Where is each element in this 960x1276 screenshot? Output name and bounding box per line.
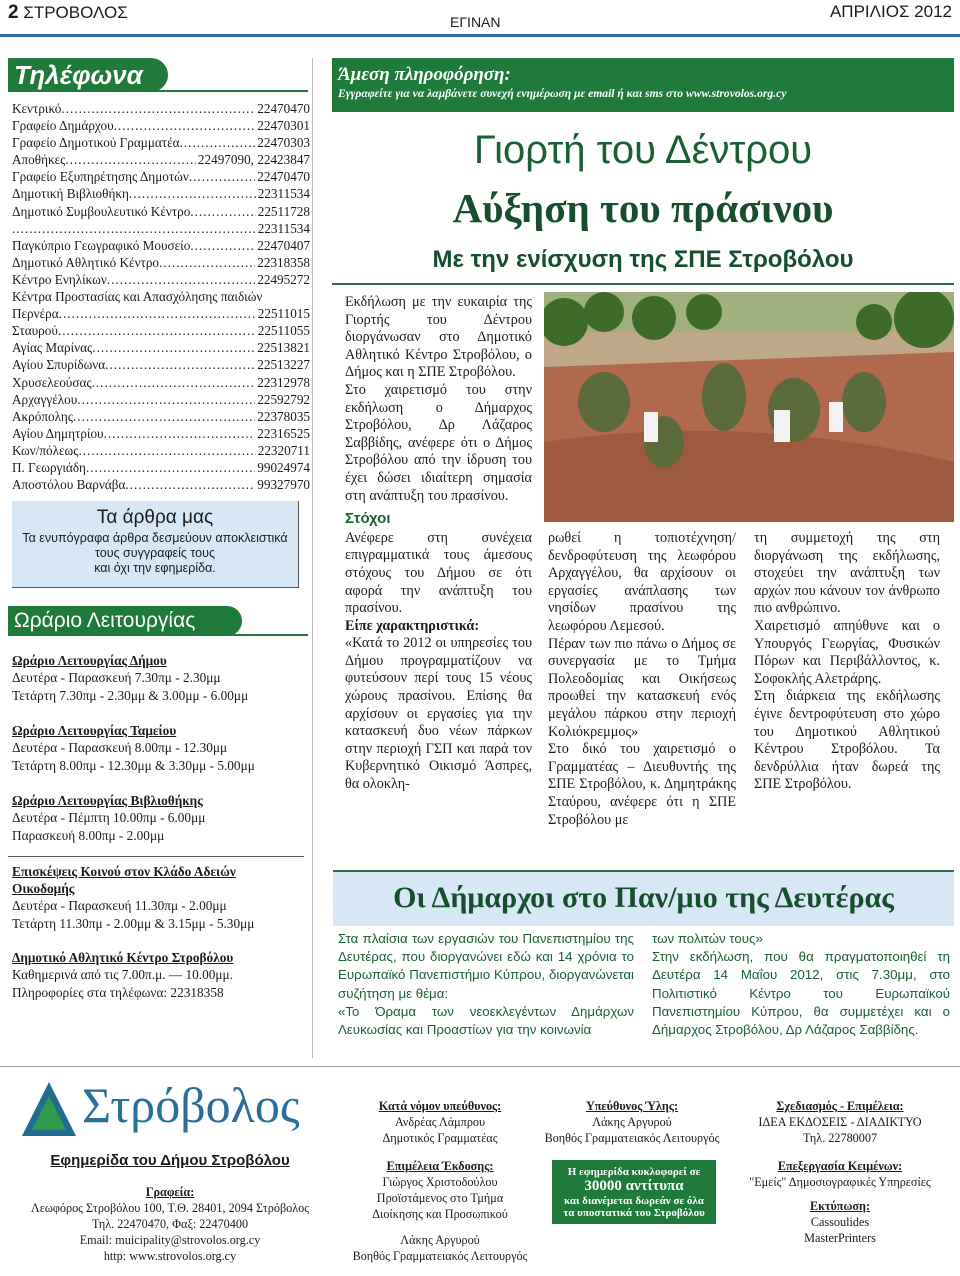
editing-line5: Βοηθός Γραμματειακός Λειτουργός	[352, 1249, 528, 1263]
texts-head: Επεξεργασία Κειμένων:	[777, 1159, 903, 1173]
legal-line1: Ανδρέας Λάμπρου	[394, 1115, 486, 1129]
leader-dots	[129, 185, 256, 202]
phone-label: Κεντρικό	[12, 101, 62, 116]
print-line1: Cassoulides	[810, 1215, 870, 1229]
articles-notice-line3: και όχι την εφημερίδα.	[94, 561, 216, 576]
hours-block-head: Ωράριο Λειτουργίας Δήμου	[12, 653, 167, 669]
phone-number: 22311534	[257, 220, 310, 236]
phone-number: 22470301	[257, 118, 310, 134]
section-name: ΣΤΡΟΒΟΛΟΣ	[23, 3, 128, 22]
hours-block-line1: Δευτέρα - Παρασκευή 7.30πμ - 2.30μμ	[12, 670, 221, 686]
phone-label: Αγίας Μαρίνας	[12, 340, 93, 356]
article-kicker: Γιορτή του Δέντρου	[473, 128, 813, 172]
phone-row	[12, 356, 310, 373]
sports-line1: Καθημερινά από τις 7.00π.μ. — 10.00μμ.	[12, 967, 233, 983]
texts-line1: "Εμείς" Δημοσιογραφικές Υπηρεσίες	[749, 1175, 931, 1189]
phone-number: 99327970	[257, 477, 310, 493]
phone-row	[12, 459, 310, 476]
phone-number: 22592792	[257, 391, 310, 407]
articles-notice-line2: τους συγγραφείς τους	[95, 546, 215, 561]
legal-head: Κατά νόμον υπεύθυνος:	[378, 1099, 502, 1113]
phone-label: Γραφείο Δημάρχου	[12, 118, 114, 134]
strovolos-logo	[20, 1078, 320, 1138]
phone-number: 22378035	[257, 408, 310, 424]
phone-number: 22316525	[257, 425, 310, 441]
phone-row	[12, 476, 310, 493]
phone-row	[12, 271, 310, 288]
phone-row	[12, 203, 310, 220]
phone-row	[12, 391, 310, 408]
phone-label: Αποστόλου Βαρνάβα	[12, 477, 126, 493]
offices-line3: Email: muicipality@strovolos.org.cy	[79, 1233, 261, 1247]
header-left	[8, 2, 128, 28]
phone-row	[12, 100, 310, 117]
mayors-column-1	[338, 930, 634, 1039]
phone-label: Αποθήκες	[12, 152, 66, 168]
col3-paragraph-2: Χαιρετισμό απηύθυνε και ο Υπουργός Γεωργίας, Φυσικών Πόρων και Περιβάλλοντος, κ. Σοφοκλής Αλετράρης.	[754, 617, 940, 687]
article-subhead: Με την ενίσχυση της ΣΠΕ Στροβόλου	[432, 246, 854, 273]
leader-dots	[73, 408, 255, 425]
phone-number: 22513227	[257, 357, 310, 373]
column-divider	[312, 58, 313, 1058]
phone-row	[12, 220, 310, 237]
article-headline: Αύξηση του πράσινου	[452, 185, 834, 231]
leader-dots	[159, 254, 255, 271]
col1-paragraph-3: Ανέφερε στη συνέχεια επιγραμματικά τους άμεσους στόχους του Δήμου σε ότι αφορά την ανάπτυξη του πρασίνου.	[345, 529, 532, 617]
info-title: Άμεση πληροφόρηση:	[338, 64, 511, 85]
info-subtitle: Εγγραφείτε για να λαμβάνετε συνεχή ενημέρωση με email ή και sms στο www.strovolos.org.cy	[338, 87, 787, 100]
phone-number: 99024974	[257, 459, 310, 475]
hours-blocks	[8, 652, 310, 844]
col1-paragraph-2: Στο χαιρετισμό του στην εκδήλωση ο Δήμαρχος Στροβόλου, Δρ Λάζαρος Σαββίδης, ανέφερε ότι ο Δήμος Στροβόλου από την ίδρυση του έχει δώσει ιδιαίτερη σημασία στη ανάπτυξη του πρασίνου.	[345, 381, 532, 504]
material-line2: Βοηθός Γραμματειακός Λειτουργός	[544, 1131, 720, 1145]
leader-dots	[86, 459, 255, 476]
phone-row	[12, 425, 310, 442]
info-bar	[332, 58, 954, 112]
articles-notice-line1: Τα ενυπόγραφα άρθρα δεσμεύουν αποκλειστικά	[22, 531, 288, 546]
sports-line2: Πληροφορίες στα τηλέφωνα: 22318358	[12, 984, 224, 1000]
leader-dots	[92, 339, 255, 356]
leader-dots	[104, 425, 256, 442]
phone-label: Κων/πόλεως	[12, 442, 79, 458]
phone-number: 22511728	[257, 203, 310, 219]
phone-row	[12, 305, 310, 322]
offices-head: Γραφεία:	[145, 1185, 195, 1199]
circulation-line3: και διανέμεται δωρεάν σε όλα	[564, 1195, 704, 1207]
phone-number: 22470470	[257, 101, 310, 116]
circulation-line4: τα υποστατικά του Στροβόλου	[563, 1207, 705, 1219]
print-head: Εκτύπωση:	[809, 1199, 871, 1213]
mayors-column-2	[652, 930, 950, 1039]
design-line2: Τηλ. 22780007	[802, 1131, 878, 1145]
phone-number: 22470407	[257, 237, 310, 253]
leader-dots	[92, 374, 256, 391]
visits-line2: Τετάρτη 11.30πμ - 2.00μμ & 3.15μμ - 5.30μμ	[12, 915, 255, 931]
phone-label: Δημοτικό Συμβουλευτικό Κέντρο	[12, 203, 191, 219]
hours-block-line1: Δευτέρα - Πέμπτη 10.00πμ - 6.00μμ	[12, 810, 206, 826]
phone-number: 22320711	[257, 442, 310, 458]
footer-material	[532, 1098, 732, 1146]
circulation-line2: 30000 αντίτυπα	[584, 1178, 684, 1194]
left-column	[8, 58, 310, 1001]
hours-block-line2: Τετάρτη 8.00πμ - 12.30μμ & 3.30μμ - 5.00μμ	[12, 757, 255, 773]
material-head: Υπεύθυνος Ύλης:	[585, 1099, 679, 1113]
phone-label: Κέντρο Ενηλίκων	[12, 271, 107, 287]
phone-row	[12, 339, 310, 356]
phone-label: Γραφείο Δημοτικού Γραμματέα	[12, 135, 180, 151]
phone-label: Δημοτικό Αθλητικό Κέντρο	[12, 254, 160, 270]
logo-text: Στρόβολος	[82, 1077, 300, 1133]
leader-dots	[58, 322, 256, 339]
col1-paragraph-1: Εκδήλωση με την ευκαιρία της Γιορτής του Δέντρου διοργάνωσαν στο Δημοτικό Αθλητικό Κέντρο Στροβόλου, ο Δήμος και η ΣΠΕ Στροβόλου.	[345, 294, 532, 381]
footer-legal-responsible	[340, 1098, 540, 1146]
phone-row	[12, 168, 310, 185]
leader-dots	[125, 476, 255, 493]
phone-row	[12, 442, 310, 459]
leader-dots	[107, 271, 255, 288]
leader-dots	[65, 151, 196, 168]
design-line1: ΙΔΕΑ ΕΚΔΟΣΕΙΣ - ΔΙΑΔΙΚΤΥΟ	[758, 1115, 922, 1129]
footer-editing	[320, 1158, 560, 1264]
leader-dots	[189, 168, 255, 185]
circulation-line1: Η εφημερίδα κυκλοφορεί σε	[567, 1166, 701, 1178]
leader-dots	[105, 356, 255, 373]
article-column-2	[548, 530, 736, 829]
editing-head: Επιμέλεια Έκδοσης:	[386, 1159, 494, 1173]
offices-line1: Λεωφόρος Στροβόλου 100, Τ.Θ. 28401, 2094 Στρόβολος	[30, 1201, 310, 1215]
mayors-c2-paragraph: Στην εκδήλωση, που θα πραγματοποιηθεί τη Δευτέρα 14 Μαΐου 2012, στις 7.30μμ, στο Πολιτιστικό Κέντρο του Ευρωπαϊκού Πανεπιστημίου Κύπρου, θα συμμετέχει και ο Δήμαρχος Στροβόλου, Δρ Λάζαρος Σαββίδης.	[652, 949, 950, 1038]
material-line1: Λάκης Αργυρού	[592, 1115, 672, 1129]
phone-number: 22513821	[257, 340, 310, 356]
footer-design	[730, 1098, 950, 1246]
hours-block-head: Ωράριο Λειτουργίας Βιβλιοθήκης	[12, 792, 203, 808]
leader-dots	[61, 100, 255, 117]
offices-line2: Τηλ. 22470470, Φαξ: 22470400	[91, 1217, 249, 1231]
phone-row	[12, 134, 310, 151]
sports-head: Δημοτικό Αθλητικό Κέντρο Στροβόλου	[12, 950, 234, 966]
mayors-c1-quote: «Το Όραμα των νεοεκλεγέντων Δημάρχων Λευκωσίας και Προαστίων για την κοινωνία	[338, 1003, 634, 1038]
phone-row	[12, 151, 310, 168]
tree-planting-photo	[544, 292, 954, 522]
issue-date: ΑΠΡΙΛΙΟΣ 2012	[829, 2, 952, 21]
phone-number: 22318358	[257, 254, 310, 270]
footer-rule	[0, 1066, 960, 1067]
phone-number: 22497090, 22423847	[197, 152, 310, 168]
footer-offices	[10, 1184, 330, 1264]
phone-row	[12, 408, 310, 425]
col3-paragraph-1: τη συμμετοχή της στη διοργάνωση της εκδήλωσης, στοχεύει την ανάπτυξη των αρχών που κάνουν τον άνθρωπο πιο ανθρώπινο.	[754, 530, 940, 617]
article-column-1	[345, 294, 532, 794]
phones-title: Τηλέφωνα	[8, 58, 168, 92]
visits-head1: Επισκέψεις Κοινού στον Κλάδο Αδειών	[12, 863, 236, 879]
phone-label: Δημοτική Βιβλιοθήκη	[12, 186, 129, 202]
leader-dots	[59, 305, 256, 322]
visits-head2: Οικοδομής	[12, 881, 75, 897]
leader-dots	[78, 442, 255, 459]
logo-icon	[20, 1080, 78, 1138]
offices-line4: http: www.strovolos.org.cy	[103, 1249, 237, 1263]
design-head: Σχεδιασμός - Επιμέλεια:	[776, 1099, 904, 1113]
col2-paragraph-3: Στο δικό του χαιρετισμό ο Γραμματέας – Διευθυντής της ΣΠΕ Στροβόλου, κ. Δημητράκης Σταύρου, ανέφερε ότι η ΣΠΕ Στροβόλου με	[548, 741, 736, 828]
col3-paragraph-3: Στη διάρκεια της εκδήλωσης έγινε δεντροφύτευση στο χώρο του Δημοτικού Αθλητικού Κέντρου Στροβόλου. Τα δενδρύλλια ήταν δωρεά της ΣΠΕ Στροβόλου.	[754, 688, 940, 793]
phone-label: Περνέρα	[12, 306, 59, 322]
mayors-c1-paragraph: Στα πλαίσια των εργασιών του Πανεπιστημίου της Δευτέρας, που διοργανώνει εδώ και 14 χρόνια το Ευρωπαϊκό Πανεπιστήμιο Κύπρου, διοργανώνεται συζήτηση με θέμα:	[338, 931, 634, 1001]
articles-notice-title: Τα άρθρα μας	[96, 507, 214, 529]
visits-block	[8, 863, 310, 1001]
col2-paragraph-2: Πέραν των πιο πάνω ο Δήμος σε συνεργασία με το Τμήμα Πολεοδομίας και Οικήσεως προωθεί την κατασκευή ενός μεγάλου πάρκου στην περιοχή Κολιόκρεμμος»	[548, 635, 736, 740]
phone-list	[8, 100, 310, 493]
hours-block-line1: Δευτέρα - Παρασκευή 8.00πμ - 12.30μμ	[12, 740, 228, 756]
phone-row	[12, 374, 310, 391]
phone-number: 22511055	[257, 323, 310, 339]
phone-row	[12, 185, 310, 202]
phone-number: 22495272	[257, 271, 310, 287]
header-rule	[0, 34, 960, 37]
leader-dots	[114, 117, 256, 134]
col1-quote-lead: Είπε χαρακτηριστικά:	[345, 617, 480, 634]
leader-dots	[190, 237, 255, 254]
leader-dots	[12, 220, 256, 237]
phone-label: Παγκύπριο Γεωγραφικό Μουσείο	[12, 237, 191, 253]
visits-line1: Δευτέρα - Παρασκευή 11.30πμ - 2.00μμ	[12, 898, 227, 914]
leader-dots	[180, 134, 256, 151]
phone-number: 22470303	[257, 135, 310, 151]
phone-label: Π. Γεωργιάδη	[12, 459, 86, 475]
leader-dots	[77, 391, 255, 408]
photo-image	[544, 292, 954, 522]
phone-row	[12, 254, 310, 271]
articles-notice-box	[12, 501, 299, 588]
hours-block-line2: Τετάρτη 7.30πμ - 2.30μμ & 3.00μμ - 6.00μμ	[12, 687, 249, 703]
legal-line2: Δημοτικός Γραμματέας	[382, 1131, 498, 1145]
col1-paragraph-4: «Κατά το 2012 οι υπηρεσίες του Δήμου προγραμματίζουν να φυτεύσουν περί τους 15 νέους χώρους πρασίνου. Επίσης θα αρχίσουν οι εργασίες για την κατασκευή δυο νέων πάρκων στην περιοχή ΓΣΠ και παρά τον Κυβερνητικό Οικισμό Άσπρες, θα ολοκλη-	[345, 635, 532, 793]
phone-number: 22312978	[257, 374, 310, 390]
hours-title: Ωράριο Λειτουργίας	[8, 606, 242, 636]
phone-label: Γραφείο Εξυπηρέτησης Δημοτών	[12, 169, 189, 185]
phone-number: 22470470	[257, 169, 310, 185]
centres-subhead: Κέντρα Προστασίας και Απασχόλησης παιδιών	[12, 289, 263, 305]
editing-line1: Γιώργος Χριστοδούλου	[382, 1175, 498, 1189]
phone-label: Αγίου Δημητρίου	[12, 425, 104, 441]
phone-number: 22311534	[257, 186, 310, 202]
hours-block-head: Ωράριο Λειτουργίας Ταμείου	[12, 723, 177, 739]
phone-label: Αγίου Σπυρίδωνα	[12, 357, 106, 373]
article-column-3	[754, 530, 940, 794]
phone-row	[12, 322, 310, 339]
mayors-c2-quote-end: των πολιτών τους»	[652, 931, 763, 946]
phone-label: Ακρόπολης	[12, 408, 73, 424]
hours-block-line2: Παρασκευή 8.00πμ - 2.00μμ	[12, 827, 165, 843]
circulation-box	[552, 1160, 716, 1224]
phone-row	[12, 237, 310, 254]
phone-label: Σταυρού	[12, 323, 58, 339]
page-number: 2	[8, 2, 19, 23]
paper-name: Εφημερίδα του Δήμου Στροβόλου	[50, 1152, 290, 1169]
section-center: ΕΓΙΝΑΝ	[450, 14, 501, 30]
editing-line4: Λάκης Αργυρού	[400, 1233, 480, 1247]
col1-heading: Στόχοι	[345, 510, 391, 528]
leader-dots	[190, 203, 255, 220]
phone-row	[12, 117, 310, 134]
editing-line3: Διοίκησης και Προσωπικού	[372, 1207, 508, 1221]
title-rule	[332, 283, 954, 285]
editing-line2: Προϊστάμενος στο Τμήμα	[376, 1191, 504, 1205]
phone-label: Αρχαγγέλου	[12, 391, 78, 407]
mayors-title: Οι Δήμαρχοι στο Παν/μιο της Δευτέρας	[393, 881, 894, 914]
phone-number: 22511015	[257, 306, 310, 322]
print-line2: MasterPrinters	[804, 1231, 876, 1245]
col2-paragraph-1: ρωθεί η τοπιοτέχνηση/δενδροφύτευση της λεωφόρου Αρχαγγέλου, θα αρχίσουν οι εργασίες ανάπλασης των νησίδων πρασίνου της λεωφόρου Λεμεσού.	[548, 530, 736, 634]
phone-label: Χρυσελεούσας	[12, 374, 92, 390]
